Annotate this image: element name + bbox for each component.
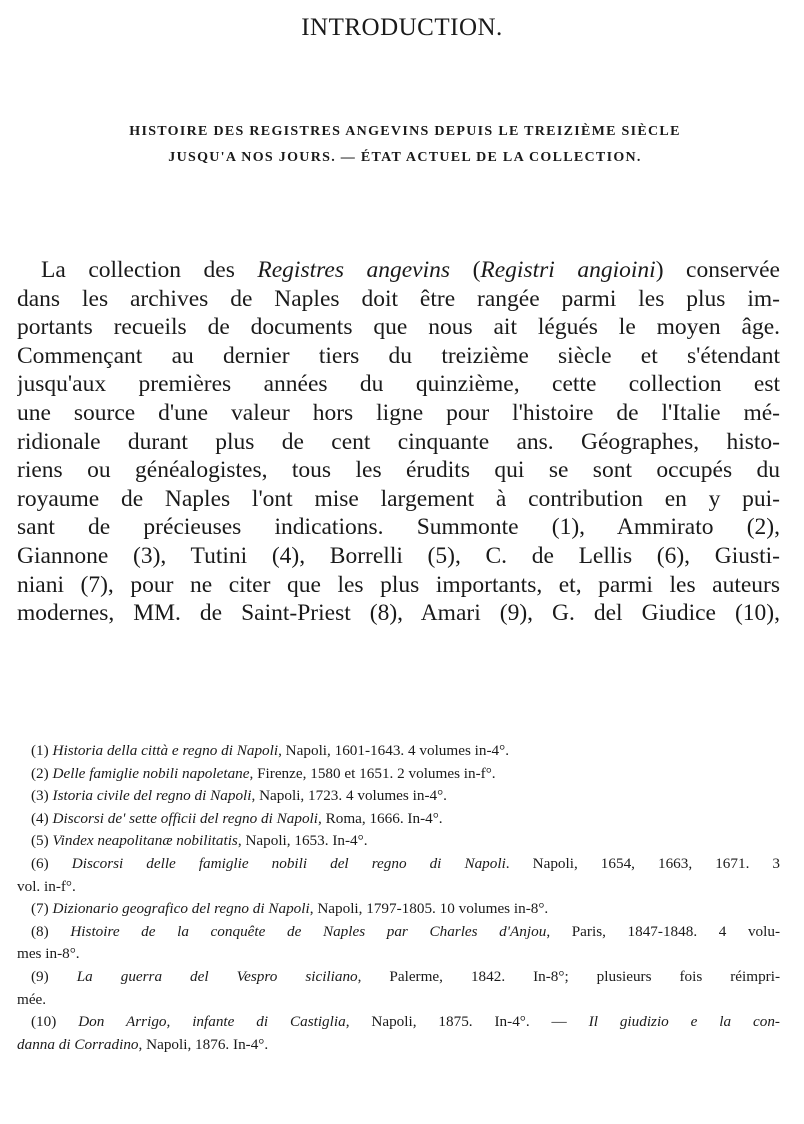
chapter-subtitle	[20, 119, 790, 171]
footnote	[17, 808, 780, 831]
body-line: modernes, MM. de Saint-Priest (8), Amari (9), G. del Giudice (10),	[17, 600, 780, 627]
footnote-text: , Napoli, 1723. 4 volumes in-4°.	[251, 787, 447, 805]
footnote-title: Don Arrigo, infante di Castiglia	[78, 1013, 346, 1031]
footnote-title: La guerra del Vespro siciliano	[76, 967, 358, 985]
footnote-number: (4)	[31, 809, 49, 827]
footnote-number: (10)	[31, 1013, 57, 1031]
footnote-title: Dizionario geografico del regno di Napoli	[52, 900, 310, 918]
body-line: portants recueils de documents que nous ait légués le moyen âge.	[17, 314, 780, 341]
body-line: jusqu'aux premières années du quinzième, cette collection est	[17, 371, 780, 398]
footnote-text: , Napoli, 1875. In-4°. —	[345, 1013, 589, 1031]
body-line: ridionale durant plus de cent cinquante ans. Géographes, histo-	[17, 428, 780, 455]
footnote-text: , Napoli, 1601-1643. 4 volumes in-4°.	[278, 742, 509, 759]
body-line: dans les archives de Naples doit être rangée parmi les plus im-	[17, 285, 780, 312]
footnotes	[17, 740, 780, 1056]
footnote-number: (2)	[31, 764, 49, 782]
footnote-continuation: mes in-8°.	[17, 945, 80, 963]
body-italic-segment: Registri angioini	[480, 257, 656, 283]
footnote-number: (1)	[31, 742, 49, 759]
body-italic-segment: Registres angevins	[257, 257, 451, 283]
footnote	[17, 966, 780, 1011]
body-line: Giannone (3), Tutini (4), Borrelli (5), C. de Lellis (6), Giusti-	[17, 542, 780, 569]
footnote	[17, 1011, 780, 1056]
footnote	[17, 740, 780, 763]
footnote-title: Histoire de la conquête de Naples par Charles d'Anjou	[70, 922, 547, 940]
footnote-number: (6)	[31, 854, 49, 872]
body-line	[17, 256, 780, 285]
footnote-title: Discorsi de' sette officii del regno di Napoli	[52, 809, 318, 827]
footnote-title: Delle famiglie nobili napoletane	[52, 764, 250, 782]
page-title: INTRODUCTION.	[301, 14, 503, 41]
footnote-number: (9)	[31, 967, 49, 985]
footnote-number: (3)	[31, 787, 49, 805]
footnote-text: , Napoli, 1797-1805. 10 volumes in-8°.	[309, 900, 549, 918]
body-text-segment: La collection des	[41, 257, 258, 283]
body-line: royaume de Naples l'ont mise largement à contribution en y pui-	[17, 485, 780, 512]
footnote-line	[17, 853, 780, 876]
body-text-segment: (	[450, 257, 481, 283]
footnote-title: Vindex neapolitanæ nobilitatis	[52, 832, 238, 850]
subtitle-line-2: JUSQU'A NOS JOURS. — ÉTAT ACTUEL DE LA COLLECTION.	[168, 150, 642, 165]
footnote-continuation: vol. in-f°.	[17, 877, 76, 895]
footnote-number: (5)	[31, 832, 49, 850]
body-line: Commençant au dernier tiers du treizième siècle et s'étendant	[17, 342, 780, 369]
footnote-line	[17, 1011, 780, 1034]
footnote-line	[17, 966, 780, 989]
footnote	[17, 830, 780, 853]
footnote-number: (7)	[31, 900, 49, 918]
footnote-text: , Napoli, 1653. In-4°.	[237, 832, 368, 850]
footnote	[17, 853, 780, 898]
body-line: sant de précieuses indications. Summonte (1), Ammirato (2),	[17, 514, 780, 541]
footnote-line	[17, 921, 780, 944]
footnote-text: , Paris, 1847-1848. 4 volu-	[546, 922, 780, 940]
body-paragraph	[17, 256, 780, 628]
footnote-title: Istoria civile del regno di Napoli	[52, 787, 252, 805]
footnote-text: , Firenze, 1580 et 1651. 2 volumes in-f°.	[249, 764, 496, 782]
footnote-text: . Napoli, 1654, 1663, 1671. 3	[505, 854, 780, 872]
footnote-title: Historia della città e regno di Napoli	[52, 742, 279, 759]
body-line: riens ou généalogistes, tous les érudits qui se sont occupés du	[17, 457, 780, 484]
footnote-number: (8)	[31, 922, 49, 940]
footnote-title: danna di Corradino	[17, 1035, 139, 1053]
footnote-continuation: mée.	[17, 990, 47, 1008]
body-text-segment: ) conservée	[655, 257, 780, 283]
footnote-title: Il giudizio e la con-	[588, 1013, 780, 1031]
footnote	[17, 921, 780, 966]
footnote	[17, 898, 780, 921]
footnote	[17, 763, 780, 786]
subtitle-line-1: HISTOIRE DES REGISTRES ANGEVINS DEPUIS LE TREIZIÈME SIÈCLE	[129, 124, 681, 139]
footnote-continuation: , Napoli, 1876. In-4°.	[138, 1035, 269, 1053]
footnote	[17, 785, 780, 808]
body-line: une source d'une valeur hors ligne pour l'histoire de l'Italie mé-	[17, 399, 780, 426]
body-line: niani (7), pour ne citer que les plus importants, et, parmi les auteurs	[17, 571, 780, 598]
footnote-title: Discorsi delle famiglie nobili del regno di Napoli	[71, 854, 506, 872]
footnote-text: , Roma, 1666. In-4°.	[318, 809, 443, 827]
footnote-text: , Palerme, 1842. In-8°; plusieurs fois réimpri-	[357, 967, 780, 985]
